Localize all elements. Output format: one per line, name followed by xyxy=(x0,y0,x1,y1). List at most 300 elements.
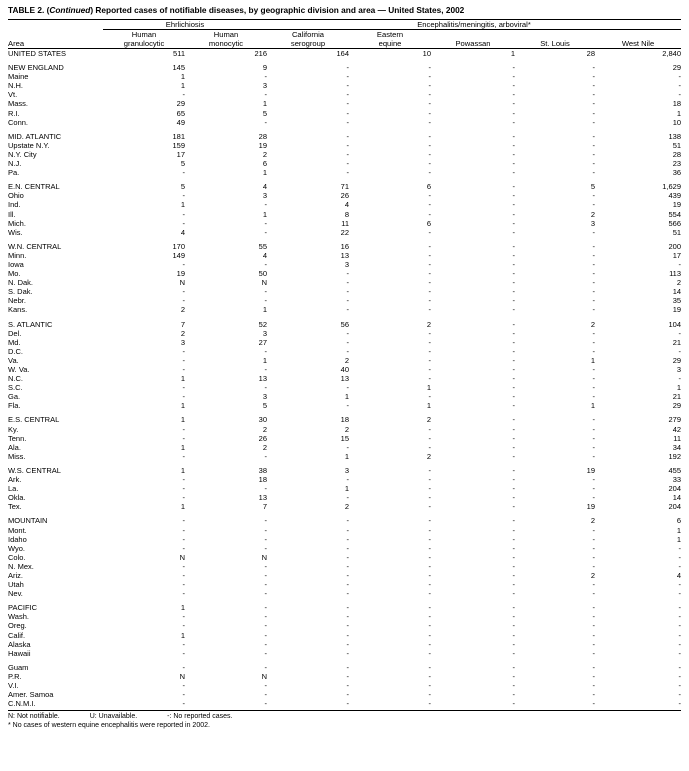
row-value: 71 xyxy=(340,182,349,192)
table-row xyxy=(8,63,681,72)
row-value: - xyxy=(592,149,595,159)
row-value: - xyxy=(512,72,515,82)
row-value: - xyxy=(592,648,595,658)
row-value: - xyxy=(512,218,515,228)
row-value: - xyxy=(592,451,595,461)
row-value: - xyxy=(512,319,515,329)
row-value: - xyxy=(182,346,185,356)
row-value: - xyxy=(346,328,349,338)
header-group-ehrlichiosis: Ehrlichiosis xyxy=(103,20,267,30)
row-value: - xyxy=(182,639,185,649)
row-value: - xyxy=(678,580,682,590)
row-value: - xyxy=(592,424,595,434)
row-value: - xyxy=(346,269,349,279)
row-value: - xyxy=(264,580,267,590)
row-area-label: Wis. xyxy=(8,227,23,237)
row-value: - xyxy=(512,392,515,402)
row-value: - xyxy=(592,305,595,315)
row-value: - xyxy=(428,690,431,700)
row-value: 1 xyxy=(676,534,682,544)
row-value: - xyxy=(512,561,515,571)
row-value: - xyxy=(428,241,431,251)
row-value: - xyxy=(592,671,595,681)
row-value: 216 xyxy=(254,49,267,58)
row-value: - xyxy=(182,543,185,553)
table-row xyxy=(8,347,681,356)
table-row xyxy=(8,356,681,365)
row-value: N xyxy=(179,278,185,288)
table-row xyxy=(8,672,681,681)
row-value: - xyxy=(264,612,267,622)
row-value: - xyxy=(512,200,515,210)
row-value: - xyxy=(264,227,267,237)
row-value: - xyxy=(346,401,349,411)
footnote-u: U: Unavailable. xyxy=(89,713,138,721)
row-area-label: V.I. xyxy=(8,681,19,690)
row-area-label: Guam xyxy=(8,662,29,672)
row-value: - xyxy=(428,570,431,580)
row-value: - xyxy=(346,63,349,73)
row-value: - xyxy=(428,424,431,434)
row-value: - xyxy=(678,681,682,690)
row-value: - xyxy=(264,534,267,544)
row-area-label: Mass. xyxy=(8,99,29,109)
row-value: - xyxy=(592,681,595,690)
row-area-label: S. Dak. xyxy=(8,287,33,297)
row-value: 13 xyxy=(258,374,267,384)
row-value: - xyxy=(182,90,185,100)
row-value: - xyxy=(428,131,431,141)
row-value: - xyxy=(512,639,515,649)
row-value: - xyxy=(428,149,431,159)
row-value: - xyxy=(182,525,185,535)
row-value: 192 xyxy=(668,451,682,461)
row-value: 3 xyxy=(344,465,349,475)
table-row xyxy=(8,466,681,475)
header-area-blank xyxy=(8,30,103,40)
row-area-label: Alaska xyxy=(8,639,31,649)
row-area-label: Vt. xyxy=(8,90,18,100)
header-col-6-line2: West Nile xyxy=(595,39,681,49)
row-value: - xyxy=(512,108,515,118)
row-value: - xyxy=(592,337,595,347)
table-row xyxy=(8,278,681,287)
row-value: - xyxy=(182,218,185,228)
table-row xyxy=(8,415,681,424)
row-value: - xyxy=(346,287,349,297)
row-value: - xyxy=(678,72,682,82)
row-value: - xyxy=(428,552,431,562)
row-value: - xyxy=(678,662,682,672)
row-value: - xyxy=(592,534,595,544)
row-value: - xyxy=(678,621,682,631)
row-value: 6 xyxy=(676,516,682,526)
row-value: - xyxy=(346,561,349,571)
row-value: - xyxy=(264,346,267,356)
row-value: 4 xyxy=(676,570,682,580)
footnotes xyxy=(8,710,681,730)
row-value: 149 xyxy=(172,250,185,260)
row-value: 1 xyxy=(180,603,185,613)
row-value: - xyxy=(592,383,595,393)
row-value: - xyxy=(346,681,349,690)
row-value: - xyxy=(182,648,185,658)
row-area-label: S.C. xyxy=(8,383,23,393)
row-value: - xyxy=(512,424,515,434)
table-row xyxy=(8,305,681,314)
row-value: N xyxy=(179,671,185,681)
title-continued: Continued xyxy=(49,5,91,15)
row-value: - xyxy=(428,580,431,590)
row-value: - xyxy=(346,140,349,150)
row-value: - xyxy=(428,287,431,297)
row-area-label: N.H. xyxy=(8,81,23,91)
row-area-label: Maine xyxy=(8,72,29,82)
table-row xyxy=(8,681,681,690)
row-value: 204 xyxy=(668,484,682,494)
row-value: 55 xyxy=(258,241,267,251)
row-value: - xyxy=(512,681,515,690)
row-value: - xyxy=(512,612,515,622)
row-value: 52 xyxy=(258,319,267,329)
row-value: 2 xyxy=(590,319,595,329)
row-value: N xyxy=(261,278,267,288)
row-value: - xyxy=(264,561,267,571)
row-area-label: Kans. xyxy=(8,305,28,315)
row-value: 2 xyxy=(426,319,431,329)
row-value: - xyxy=(264,648,267,658)
row-value: - xyxy=(182,365,185,374)
row-value: - xyxy=(512,433,515,443)
row-value: - xyxy=(264,451,267,461)
row-value: - xyxy=(512,621,515,631)
row-value: - xyxy=(428,484,431,494)
row-value: - xyxy=(512,99,515,109)
row-area-label: La. xyxy=(8,484,19,494)
row-area-label: MOUNTAIN xyxy=(8,516,48,526)
row-value: 17 xyxy=(672,250,682,260)
row-value: - xyxy=(346,612,349,622)
row-value: 170 xyxy=(172,241,185,251)
row-value: - xyxy=(264,259,267,269)
row-value: - xyxy=(592,365,595,374)
row-value: - xyxy=(592,159,595,169)
header-col-0-line1: Human xyxy=(131,30,157,39)
row-value: - xyxy=(264,200,267,210)
row-value: - xyxy=(428,72,431,82)
row-area-label: N. Dak. xyxy=(8,278,34,288)
row-value: 3 xyxy=(590,218,595,228)
row-area-label: N. Mex. xyxy=(8,561,34,571)
row-value: - xyxy=(182,475,185,485)
table-row xyxy=(8,690,681,699)
row-value: - xyxy=(264,630,267,640)
row-value: 19 xyxy=(586,465,595,475)
row-area-label: NEW ENGLAND xyxy=(8,63,64,73)
row-value: - xyxy=(678,552,682,562)
row-value: - xyxy=(346,690,349,700)
row-area-label: W. Va. xyxy=(8,365,30,374)
row-value: 1 xyxy=(180,72,185,82)
table-row xyxy=(8,150,681,159)
table-row xyxy=(8,118,681,127)
table-row xyxy=(8,338,681,347)
row-value: - xyxy=(592,433,595,443)
row-value: 51 xyxy=(672,140,682,150)
table-row xyxy=(8,603,681,612)
row-value: - xyxy=(264,90,267,100)
row-value: - xyxy=(182,296,185,306)
row-value: 2 xyxy=(426,451,431,461)
table-row xyxy=(8,621,681,630)
row-value: - xyxy=(346,305,349,315)
row-value: - xyxy=(592,475,595,485)
row-value: - xyxy=(428,433,431,443)
row-value: - xyxy=(182,392,185,402)
table-row xyxy=(8,434,681,443)
row-value: - xyxy=(678,648,682,658)
row-value: - xyxy=(264,287,267,297)
table-row xyxy=(8,320,681,329)
row-value: - xyxy=(182,570,185,580)
row-value: - xyxy=(428,681,431,690)
row-area-label: Md. xyxy=(8,337,21,347)
row-value: - xyxy=(592,131,595,141)
row-value: - xyxy=(428,259,431,269)
row-value: - xyxy=(182,561,185,571)
header-col-3-line1: Eastern xyxy=(376,30,404,39)
row-value: 29 xyxy=(672,401,682,411)
row-area-label: Wash. xyxy=(8,612,29,622)
row-area-label: N.Y. City xyxy=(8,149,37,159)
row-value: - xyxy=(346,117,349,127)
row-value: 2 xyxy=(180,328,185,338)
row-value: 18 xyxy=(258,475,267,485)
table-row xyxy=(8,329,681,338)
row-value: - xyxy=(512,140,515,150)
row-value: - xyxy=(428,639,431,649)
row-value: 1 xyxy=(262,99,267,109)
row-value: 5 xyxy=(180,182,185,192)
row-value: 34 xyxy=(672,442,682,452)
header-subrow-2 xyxy=(8,39,681,49)
row-value: - xyxy=(428,543,431,553)
row-value: - xyxy=(678,374,682,384)
table-row xyxy=(8,72,681,81)
row-value: - xyxy=(592,392,595,402)
row-value: - xyxy=(182,287,185,297)
row-value: - xyxy=(592,543,595,553)
row-value: - xyxy=(346,552,349,562)
table-row xyxy=(8,516,681,525)
row-value: - xyxy=(512,159,515,169)
row-value: 1 xyxy=(180,502,185,512)
row-value: - xyxy=(512,117,515,127)
row-value: 18 xyxy=(672,99,682,109)
row-value: 4 xyxy=(180,227,185,237)
row-value: 138 xyxy=(668,131,682,141)
row-value: - xyxy=(182,589,185,599)
row-value: - xyxy=(592,690,595,700)
row-area-label: Okla. xyxy=(8,493,26,503)
row-value: 5 xyxy=(262,108,267,118)
row-area-label: Tenn. xyxy=(8,433,27,443)
row-value: - xyxy=(512,603,515,613)
row-value: 2 xyxy=(262,149,267,159)
row-value: 11 xyxy=(341,218,349,228)
row-value: - xyxy=(592,484,595,494)
row-value: - xyxy=(346,648,349,658)
row-value: - xyxy=(428,328,431,338)
row-value: - xyxy=(512,580,515,590)
row-value: - xyxy=(182,662,185,672)
row-area-label: Ind. xyxy=(8,200,21,210)
row-value: 2,840 xyxy=(662,49,682,58)
table-row xyxy=(8,287,681,296)
row-value: 2 xyxy=(180,305,185,315)
table-row xyxy=(8,242,681,251)
table-row xyxy=(8,296,681,305)
row-value: 200 xyxy=(668,241,682,251)
row-value: 1 xyxy=(262,355,267,365)
row-value: 3 xyxy=(676,365,682,374)
row-value: 204 xyxy=(668,502,682,512)
row-area-label: P.R. xyxy=(8,671,22,681)
table-header xyxy=(8,20,681,49)
row-value: - xyxy=(512,493,515,503)
row-area-label: UNITED STATES xyxy=(8,49,67,58)
row-value: - xyxy=(512,552,515,562)
row-value: - xyxy=(182,355,185,365)
row-value: - xyxy=(428,516,431,526)
row-value: - xyxy=(512,671,515,681)
row-area-label: Calif. xyxy=(8,630,26,640)
row-value: N xyxy=(261,552,267,562)
row-value: - xyxy=(512,630,515,640)
header-col-0-line2: granulocytic xyxy=(103,39,185,49)
row-area-label: Utah xyxy=(8,580,24,590)
row-value: 164 xyxy=(336,49,349,58)
header-subrow-1 xyxy=(8,30,681,40)
row-value: - xyxy=(182,383,185,393)
row-value: 7 xyxy=(180,319,185,329)
row-area-label: Nebr. xyxy=(8,296,26,306)
row-area-label: E.S. CENTRAL xyxy=(8,415,60,425)
table-row xyxy=(8,612,681,621)
row-value: - xyxy=(592,287,595,297)
row-value: 10 xyxy=(672,117,682,127)
table-row xyxy=(8,699,681,708)
row-value: - xyxy=(428,699,431,709)
row-value: 28 xyxy=(672,149,682,159)
row-value: 40 xyxy=(340,365,349,374)
table-row xyxy=(8,109,681,118)
row-value: 5 xyxy=(262,401,267,411)
row-value: - xyxy=(512,374,515,384)
row-area-label: Hawaii xyxy=(8,648,31,658)
row-value: 511 xyxy=(173,49,185,58)
row-value: 1 xyxy=(426,401,431,411)
row-value: 279 xyxy=(668,415,682,425)
row-area-label: Mont. xyxy=(8,525,27,535)
row-value: 28 xyxy=(586,49,595,58)
row-value: - xyxy=(592,241,595,251)
row-value: - xyxy=(428,493,431,503)
row-area-label: Idaho xyxy=(8,534,27,544)
row-value: 6 xyxy=(262,159,267,169)
row-value: 2 xyxy=(262,442,267,452)
row-value: - xyxy=(346,662,349,672)
row-value: - xyxy=(182,516,185,526)
row-value: - xyxy=(678,699,682,709)
row-value: - xyxy=(592,699,595,709)
row-value: - xyxy=(346,534,349,544)
row-value: - xyxy=(592,278,595,288)
row-value: 51 xyxy=(672,227,682,237)
header-col-5-line1 xyxy=(515,30,595,40)
row-value: - xyxy=(592,561,595,571)
notifiable-diseases-table xyxy=(8,19,681,708)
row-value: - xyxy=(592,191,595,201)
row-value: - xyxy=(346,525,349,535)
page-title xyxy=(8,5,681,16)
table-row xyxy=(8,228,681,237)
row-value: 1 xyxy=(180,442,185,452)
row-value: - xyxy=(512,442,515,452)
row-value: - xyxy=(592,525,595,535)
row-value: - xyxy=(512,328,515,338)
row-value: - xyxy=(346,699,349,709)
row-value: - xyxy=(428,90,431,100)
row-value: - xyxy=(512,227,515,237)
row-value: - xyxy=(346,630,349,640)
row-value: - xyxy=(512,543,515,553)
row-value: - xyxy=(512,365,515,374)
row-value: - xyxy=(346,621,349,631)
row-value: - xyxy=(512,296,515,306)
row-value: - xyxy=(428,365,431,374)
table-row xyxy=(8,383,681,392)
row-area-label: Pa. xyxy=(8,168,20,178)
header-col-4-line2: Powassan xyxy=(431,39,515,49)
row-area-label: Nev. xyxy=(8,589,23,599)
row-area-label: Oreg. xyxy=(8,621,27,631)
header-area-label: Area xyxy=(8,39,103,49)
row-value: - xyxy=(512,534,515,544)
row-value: - xyxy=(512,287,515,297)
row-value: - xyxy=(428,337,431,347)
row-area-label: R.I. xyxy=(8,108,20,118)
row-value: - xyxy=(264,570,267,580)
row-value: - xyxy=(182,690,185,700)
row-value: - xyxy=(264,699,267,709)
row-value: - xyxy=(182,259,185,269)
row-value: - xyxy=(592,580,595,590)
footnote-legend-line xyxy=(8,713,681,722)
row-value: - xyxy=(678,690,682,700)
row-value: - xyxy=(428,269,431,279)
row-area-label: W.S. CENTRAL xyxy=(8,465,61,475)
header-col-4-line1 xyxy=(431,30,515,40)
row-value: - xyxy=(512,570,515,580)
row-value: - xyxy=(592,90,595,100)
row-area-label: Miss. xyxy=(8,451,26,461)
row-value: - xyxy=(264,662,267,672)
row-value: - xyxy=(592,442,595,452)
row-value: 2 xyxy=(262,424,267,434)
row-value: - xyxy=(512,259,515,269)
row-value: 11 xyxy=(673,433,682,443)
